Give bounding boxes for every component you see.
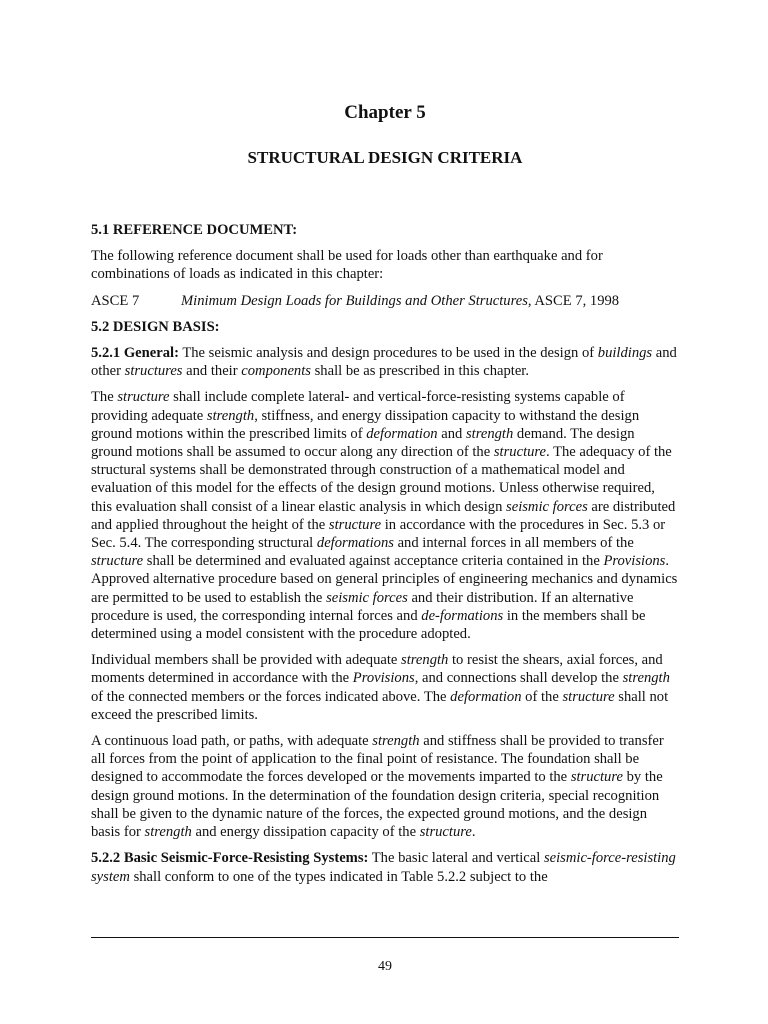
text-run: shall be determined and evaluated against acceptance criteria contained in the [143, 553, 604, 570]
page-number: 49 [378, 959, 392, 974]
text-run: , stiffness, and energy dissipation capacity to withstand the design ground motions within the prescribed limits of [91, 407, 640, 442]
text-run: shall be as prescribed in this chapter. [310, 363, 529, 380]
text-run: are distributed and applied throughout the height of the [91, 498, 676, 533]
text-run: and their [182, 363, 242, 380]
text-run: structure [91, 553, 144, 570]
text-run: The basic lateral and vertical [368, 850, 544, 867]
document-page [91, 0, 679, 1024]
text-run: . The adequacy of the structural systems shall be demonstrated through construction of a mathematical model and evaluation of this model for the effects of the design ground motions. Unless otherwise required, this evaluation shall consist of a linear elastic analysis in which design [91, 444, 672, 515]
text-run: Individual members shall be provided with adequate [91, 652, 402, 669]
text-run: structure [562, 688, 615, 705]
text-run: , and connections shall develop the [414, 670, 623, 687]
paragraph-5-2-1 [91, 344, 679, 380]
reference-code: ASCE 7 [91, 292, 140, 309]
text-run: Provisions [352, 670, 415, 687]
text-run: deformation [450, 688, 522, 705]
paragraph-individual-members [91, 651, 679, 724]
text-run: de-formations [421, 607, 504, 624]
text-run: in the members shall be determined using a model consistent with the procedure adopted. [91, 607, 646, 643]
reference-intro-paragraph: The following reference document shall be used for loads other than earthquake and for combinations of loads as indicated in this chapter: [91, 248, 603, 283]
text-run: deformations [316, 535, 394, 552]
text-run: of the [521, 688, 563, 705]
text-run: and internal forces in all members of the [393, 535, 634, 552]
text-run: seismic forces [326, 589, 408, 606]
paragraph-load-path [91, 732, 679, 841]
text-run: components [241, 363, 311, 380]
text-run: seismic forces [506, 498, 588, 515]
text-run: Provisions [603, 553, 666, 570]
text-run: deformation [366, 425, 438, 442]
reference-title: Minimum Design Loads for Buildings and Other Structures [181, 292, 528, 309]
text-run: 5.2.1 General: [91, 345, 179, 362]
text-run: and [437, 425, 466, 442]
text-run: The [91, 389, 118, 406]
text-run: demand. The design ground motions shall be assumed to occur along any direction of the [91, 425, 635, 461]
text-run: and their distribution. If an alternative procedure is used, the corresponding internal forces and [91, 589, 634, 624]
text-run: structure [328, 516, 382, 533]
text-run: 5.2.2 Basic Seismic-Force-Resisting Systems: [91, 850, 369, 867]
section-heading-5-1: 5.1 REFERENCE DOCUMENT: [91, 222, 298, 238]
text-run: strength [465, 425, 514, 442]
reference-suffix: , ASCE 7, 1998 [527, 292, 620, 309]
text-run: strength [144, 824, 192, 841]
text-run: strength [372, 733, 420, 750]
paragraph-structure-systems [91, 388, 679, 643]
reference-citation [181, 292, 619, 310]
text-run: and stiffness shall be provided to transfer all forces from the point of application to the final point of resistance. The foundation shall be designed to accommodate the forces developed or the movements imparted to the [91, 733, 664, 786]
text-run: structure [117, 389, 170, 406]
text-run: buildings [597, 345, 653, 362]
document-body [91, 221, 679, 894]
text-run: by the design ground motions. In the determination of the foundation design criteria, special recognition shall be given to the dynamic nature of the forces, the expected ground motions, and the design basis for [91, 769, 663, 841]
footer-rule [91, 937, 679, 938]
text-run: shall include complete lateral- and vertical-force-resisting systems capable of providing adequate [91, 389, 625, 424]
text-run: . [471, 824, 476, 841]
text-run: strength [622, 670, 670, 687]
text-run: shall not exceed the prescribed limits. [91, 688, 669, 723]
text-run: strength [401, 652, 449, 669]
text-run: in accordance with the procedures in Sec. 5.3 or Sec. 5.4. The corresponding structural [91, 516, 666, 552]
text-run: of the connected members or the forces indicated above. The [91, 688, 451, 705]
section-heading-5-2: 5.2 DESIGN BASIS: [91, 318, 220, 335]
text-run: shall conform to one of the types indicated in Table 5.2.2 subject to the [129, 868, 548, 885]
text-run: and energy dissipation capacity of the [191, 824, 420, 841]
text-run: structures [124, 363, 183, 380]
text-run: structure [419, 824, 472, 841]
text-run: strength [206, 407, 255, 424]
text-run: . Approved alternative procedure based on general principles of engineering mechanics and dynamics are permitted to be used to establish the [91, 553, 678, 606]
paragraph-5-2-2 [91, 849, 679, 885]
text-run: A continuous load path, or paths, with adequate [91, 733, 373, 750]
text-run: structure [493, 444, 547, 461]
chapter-title: STRUCTURAL DESIGN CRITERIA [247, 148, 523, 167]
text-run: and other [91, 345, 677, 380]
text-run: seismic-force-resisting system [91, 850, 676, 885]
text-run: The seismic analysis and design procedures to be used in the design of [178, 345, 598, 362]
reference-entry [91, 292, 679, 310]
chapter-label: Chapter 5 [344, 102, 426, 123]
text-run: to resist the shears, axial forces, and moments determined in accordance with the [91, 652, 663, 687]
text-run: structure [570, 769, 623, 786]
